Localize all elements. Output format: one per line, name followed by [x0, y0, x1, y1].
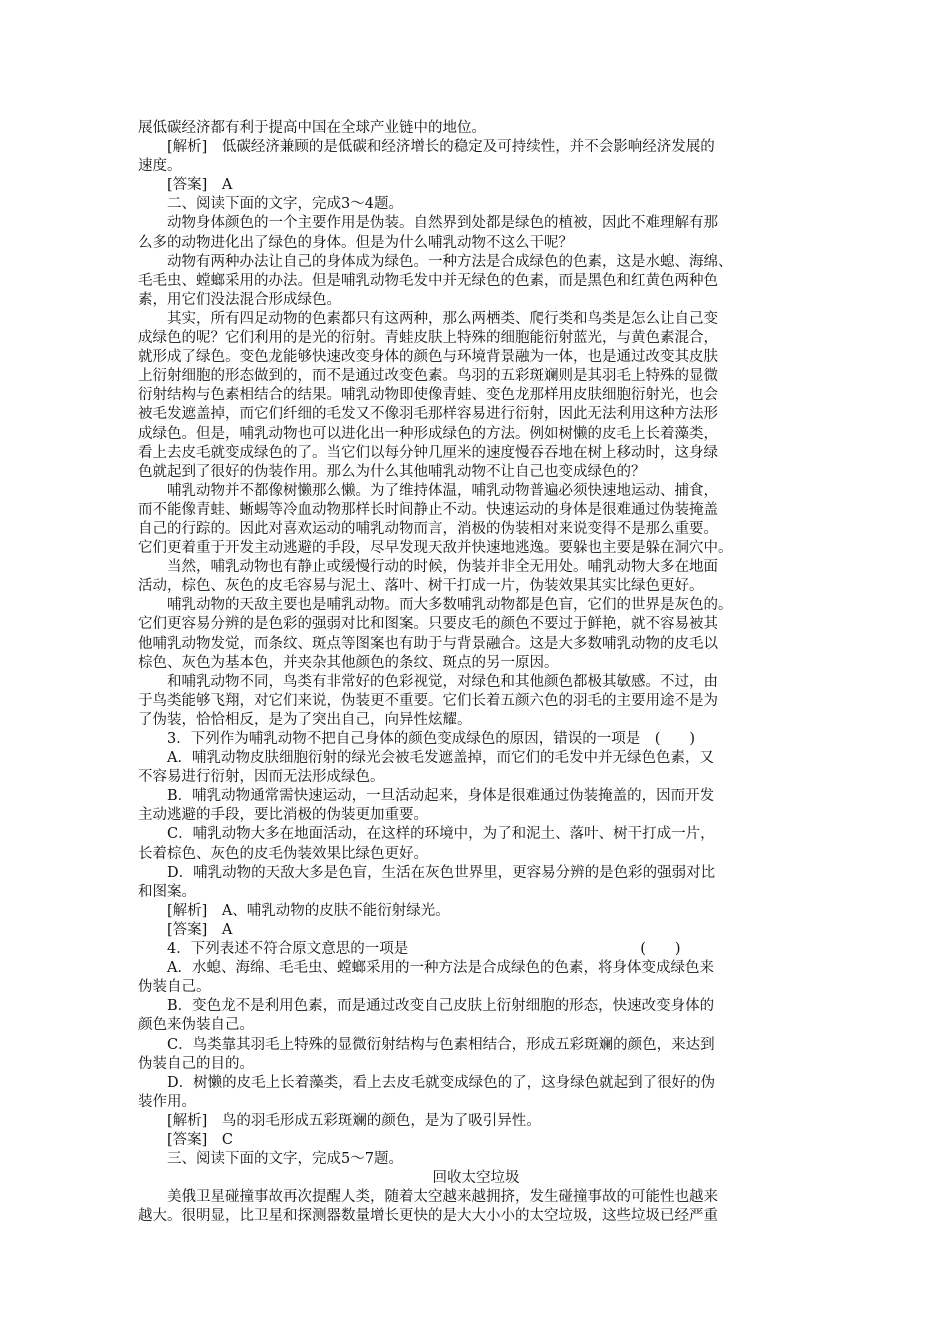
text-line: 被毛发遮盖掉，而它们纤细的毛发又不像羽毛那样容易进行衍射，因此无法利用这种方法形 — [138, 406, 718, 423]
article-title: 回收太空垃圾 — [432, 1170, 520, 1187]
text-line: 其实，所有四足动物的色素都只有这两种，那么两栖类、爬行类和鸟类是怎么让自己变 — [167, 310, 718, 327]
text-line: 主动逃避的手段，要比消极的伪装更加重要。 — [138, 807, 428, 824]
text-line: D．树懒的皮毛上长着藻类，看上去皮毛就变成绿色的了，这身绿色就起到了很好的伪 — [167, 1074, 716, 1091]
text-line: A．水螅、海绵、毛毛虫、螳螂采用的一种方法是合成绿色的色素，将身体变成绿色来 — [167, 960, 714, 977]
text-line: 成绿色的呢？它们利用的是光的衍射。青蛙皮肤上特殊的细胞能衍射蓝光，与黄色素混合， — [138, 330, 718, 347]
text-line: 色就起到了很好的伪装作用。那么为什么其他哺乳动物不让自己也变成绿色的？ — [138, 463, 646, 480]
text-line: 素，用它们没法混合形成绿色。 — [138, 291, 341, 308]
text-line: 它们更容易分辨的是色彩的强弱对比和图案。只要皮毛的颜色不要过于鲜艳，就不容易被其 — [138, 616, 718, 633]
text-line: 它们更着重于开发主动逃避的手段，尽早发现天敌并快速地逃逸。要躲也主要是躲在洞穴中。 — [138, 540, 733, 557]
text-line: 看上去皮毛就变成绿色的了。当它们以每分钟几厘米的速度慢吞吞地在树上移动时，这身绿 — [138, 444, 718, 461]
text-line: D．哺乳动物的天敌大多是色盲，生活在灰色世界里，更容易分辨的是色彩的强弱对比 — [167, 864, 716, 881]
text-line: A．哺乳动物皮肤细胞衍射的绿光会被毛发遮盖掉，而它们的毛发中并无绿色色素，又 — [167, 750, 714, 767]
text-line: 动物有两种办法让自己的身体成为绿色。一种方法是合成绿色的色素，这是水螅、海绵、 — [167, 253, 733, 270]
text-line: 二、阅读下面的文字，完成3～4题。 — [167, 196, 403, 213]
text-line: B．变色龙不是利用色素，而是通过改变自己皮肤上衍射细胞的形态，快速改变身体的 — [167, 998, 715, 1015]
text-line: 了伪装，恰恰相反，是为了突出自己，向异性炫耀。 — [138, 711, 472, 728]
text-line: 4．下列表述不符合原文意思的一项是 ( ) — [167, 941, 681, 958]
text-line: [解析] 鸟的羽毛形成五彩斑斓的颜色，是为了吸引异性。 — [167, 1112, 541, 1129]
text-line: 棕色、灰色为基本色，并夹杂其他颜色的条纹、斑点的另一原因。 — [138, 654, 559, 671]
text-line: [答案] A — [167, 921, 233, 938]
text-line: [解析] 低碳经济兼顾的是低碳和经济增长的稳定及可持续性，并不会影响经济发展的 — [167, 139, 715, 156]
text-line: 动物身体颜色的一个主要作用是伪装。自然界到处都是绿色的植被，因此不难理解有那 — [167, 215, 718, 232]
text-line: 于鸟类能够飞翔，对它们来说，伪装更不重要。它们长着五颜六色的羽毛的主要用途不是为 — [138, 692, 718, 709]
text-line: 三、阅读下面的文字，完成5～7题。 — [167, 1151, 403, 1168]
text-line: [答案] A — [167, 177, 233, 194]
text-line: 他哺乳动物发觉，而条纹、斑点等图案也有助于与背景融合。这是大多数哺乳动物的皮毛以 — [138, 635, 718, 652]
text-line: 速度。 — [138, 158, 182, 175]
text-line: 展低碳经济都有利于提高中国在全球产业链中的地位。 — [138, 120, 486, 136]
text-line: [答案] C — [167, 1131, 233, 1148]
text-line: 毛毛虫、螳螂采用的办法。但是哺乳动物毛发中并无绿色的色素，而是黑色和红黄色两种色 — [138, 272, 718, 289]
text-line: 美俄卫星碰撞事故再次提醒人类，随着太空越来越拥挤，发生碰撞事故的可能性也越来 — [167, 1189, 718, 1206]
text-line: 越大。很明显，比卫星和探测器数量增长更快的是大大小小的太空垃圾，这些垃圾已经严重 — [138, 1208, 718, 1225]
text-line: 哺乳动物并不都像树懒那么懒。为了维持体温，哺乳动物普遍必须快速地运动、捕食， — [167, 482, 718, 499]
text-line: 哺乳动物的天敌主要也是哺乳动物。而大多数哺乳动物都是色盲，它们的世界是灰色的。 — [167, 597, 733, 614]
text-line: 长着棕色、灰色的皮毛伪装效果比绿色更好。 — [138, 845, 428, 862]
text-line: 装作用。 — [138, 1093, 196, 1110]
text-line: [解析] A、哺乳动物的皮肤不能衍射绿光。 — [167, 902, 450, 919]
text-line: 自己的行踪的。因此对喜欢运动的哺乳动物而言，消极的伪装相对来说变得不是那么重要。 — [138, 520, 718, 537]
text-line: 不容易进行衍射，因而无法形成绿色。 — [138, 769, 385, 786]
document-page — [138, 119, 814, 1226]
text-line: 衍射结构与色素相结合的结果。哺乳动物即使像青蛙、变色龙那样用皮肤细胞衍射光，也会 — [138, 387, 718, 404]
text-line: 3．下列作为哺乳动物不把自己身体的颜色变成绿色的原因，错误的一项是 ( ) — [167, 731, 696, 747]
text-line: 伪装自己。 — [138, 979, 211, 996]
text-line: C．鸟类靠其羽毛上特殊的显微衍射结构与色素相结合，形成五彩斑斓的颜色，来达到 — [167, 1036, 715, 1053]
text-line: B．哺乳动物通常需快速运动，一旦活动起来，身体是很难通过伪装掩盖的，因而开发 — [167, 788, 715, 805]
text-line: 伪装自己的目的。 — [138, 1055, 254, 1072]
text-line: 活动，棕色、灰色的皮毛容易与泥土、落叶、树干打成一片，伪装效果其实比绿色更好。 — [138, 578, 704, 595]
text-line: C．哺乳动物大多在地面活动，在这样的环境中，为了和泥土、落叶、树干打成一片， — [167, 826, 715, 843]
text-line: 么多的动物进化出了绿色的身体。但是为什么哺乳动物不这么干呢？ — [138, 234, 573, 251]
text-line: 颜色来伪装自己。 — [138, 1017, 254, 1034]
text-line: 当然，哺乳动物也有静止或缓慢行动的时候，伪装并非全无用处。哺乳动物大多在地面 — [167, 559, 718, 576]
text-line: 和哺乳动物不同，鸟类有非常好的色彩视觉，对绿色和其他颜色都极其敏感。不过，由 — [167, 673, 718, 690]
text-line: 就形成了绿色。变色龙能够快速改变身体的颜色与环境背景融为一体，也是通过改变其皮肤 — [138, 349, 718, 366]
text-line: 和图案。 — [138, 883, 196, 900]
text-line: 成绿色。但是，哺乳动物也可以进化出一种形成绿色的方法。例如树懒的皮毛上长着藻类， — [138, 425, 718, 442]
text-line: 上衍射细胞的形态做到的，而不是通过改变色素。鸟羽的五彩斑斓则是其羽毛上特殊的显微 — [138, 368, 718, 385]
text-line: 而不能像青蛙、蜥蜴等冷血动物那样长时间静止不动。快速运动的身体是很难通过伪装掩盖 — [138, 501, 718, 518]
